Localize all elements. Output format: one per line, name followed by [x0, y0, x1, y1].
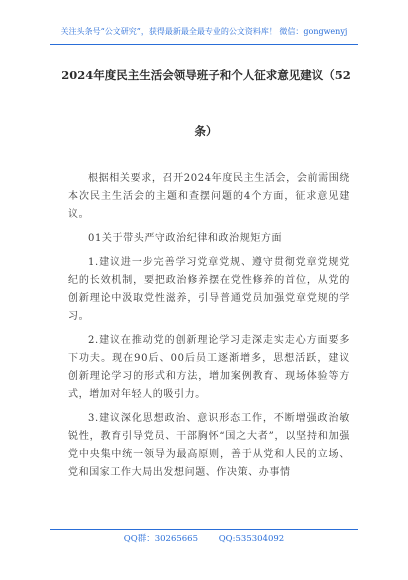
document-body — [68, 170, 350, 488]
suggestion-paragraph-1: 1.建议进一步完善学习党章党规、遵守贯彻党章党规党纪的长效机制，要把政治修养摆在党性修养的首位，从党的创新理论中汲取党性滋养，引导普通党员加强党章党规的学习。 — [68, 257, 350, 322]
section-heading: 01关于带头严守政治纪律和政治规矩方面 — [88, 233, 283, 244]
suggestion-paragraph-3: 3.建议深化思想政治、意识形态工作，不断增强政治敏锐性，教育引导党员、干部胸怀“国之大者”，以坚持和加强党中央集中统一领导为最高原则，善于从党和人民的立场、党和国家工作大局出发想问题、作决策、办事情 — [68, 413, 350, 478]
document-title-continued: 条） — [194, 124, 218, 138]
header-banner: 关注头条号“公文研究”，获得最新最全最专业的公文资料库！ 微信：gongwenyj — [60, 27, 348, 36]
intro-paragraph: 根据相关要求，召开2024年度民主生活会，会前需围绕本次民主生活会的主题和查摆问题的4个方面，征求意见建议。 — [68, 173, 350, 220]
qq-number: QQ:535304092 — [218, 534, 285, 544]
qq-group-number: QQ群：30265665 — [123, 534, 198, 544]
footer-contact — [0, 533, 408, 545]
header-divider — [50, 44, 358, 45]
suggestion-paragraph-2: 2.建议在推动党的创新理论学习走深走实走心方面要多下功夫。现在90后、00后员工逐渐增多，思想活跃，建议创新理论学习的形式和方法，增加案例教育、现场体验等方式，增加对年轻人的吸引力。 — [68, 335, 350, 400]
document-title: 2024年度民主生活会领导班子和个人征求意见建议（52 — [61, 68, 351, 82]
footer-divider — [50, 529, 358, 530]
